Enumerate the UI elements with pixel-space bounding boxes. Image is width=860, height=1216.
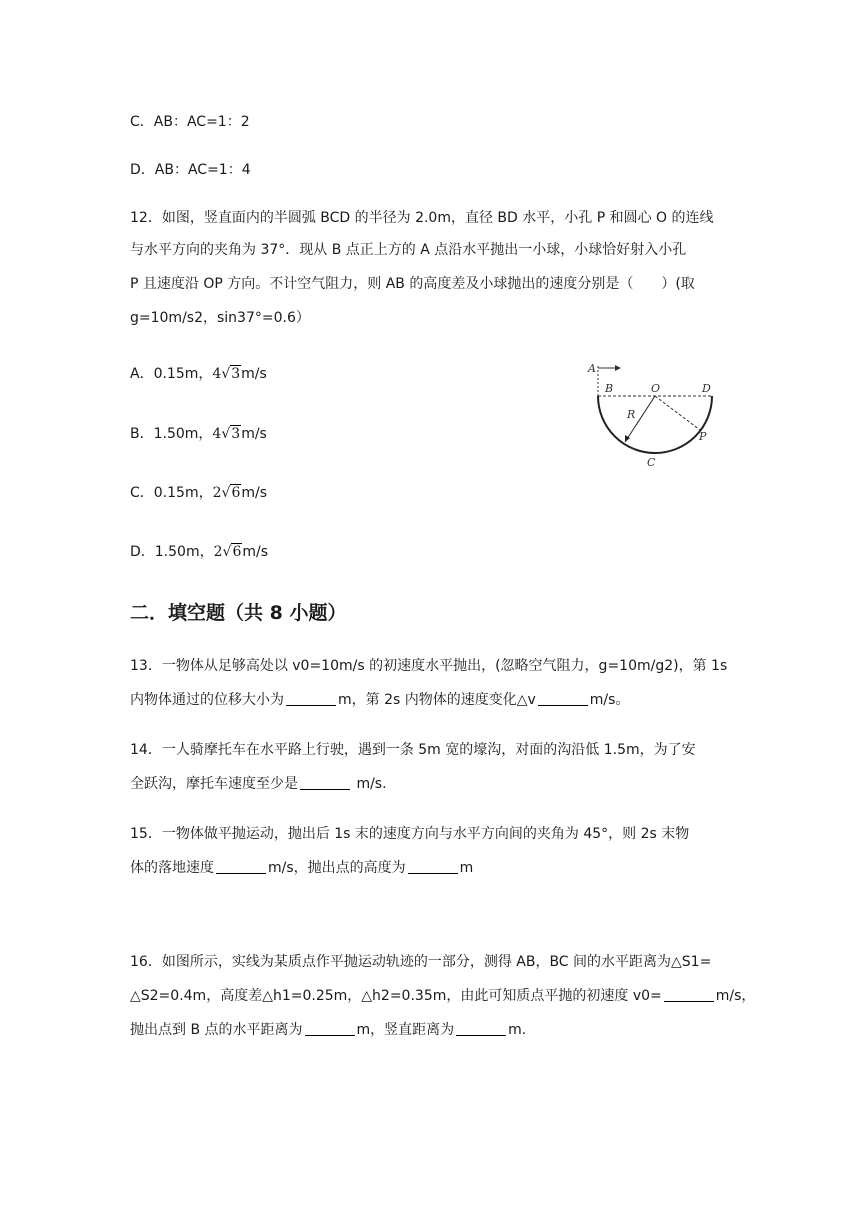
- answer-blank[interactable]: [286, 691, 336, 706]
- label-c: C: [647, 456, 656, 469]
- section-title: 二．填空题（共 8 小题）: [130, 602, 347, 624]
- label-r: R: [627, 408, 636, 421]
- radical-expression: 4√3: [212, 426, 241, 442]
- q14-text-line1: 14．一人骑摩托车在水平路上行驶，遇到一条 5m 宽的壕沟，对面的沟沿低 1.5m，为了安: [130, 742, 696, 758]
- answer-blank[interactable]: [456, 1021, 506, 1036]
- q12-option-d: D．1.50m，2√6m/s: [130, 544, 269, 560]
- q15-text-line2: 体的落地速度 m/s，抛出点的高度为 m: [130, 860, 474, 876]
- q13-text-line1: 13．一物体从足够高处以 v0=10m/s 的初速度水平抛出，(忽略空气阻力，g=10m/g2)，第 1s: [130, 658, 728, 674]
- answer-blank[interactable]: [664, 987, 714, 1002]
- answer-blank[interactable]: [305, 1021, 355, 1036]
- op-line: [655, 396, 700, 430]
- label-a: A: [588, 362, 596, 375]
- q16-text-line1: 16．如图所示，实线为某质点作平抛运动轨迹的一部分，测得 AB，BC 间的水平距离为△S1=: [130, 954, 712, 970]
- q12-text-line3: P 且速度沿 OP 方向。不计空气阻力，则 AB 的高度差及小球抛出的速度分别是（ ）(取: [130, 276, 695, 292]
- answer-blank[interactable]: [408, 859, 458, 874]
- answer-blank[interactable]: [216, 859, 266, 874]
- radical-expression: 4√3: [212, 366, 241, 382]
- label-d: D: [702, 382, 711, 395]
- q12-option-c: C．0.15m，2√6m/s: [130, 485, 268, 501]
- label-o: O: [651, 382, 661, 395]
- q11-option-d: D．AB：AC=1：4: [130, 162, 251, 178]
- q12-option-a: A．0.15m，4√3m/s: [130, 366, 267, 382]
- label-p: P: [699, 430, 707, 443]
- label-b: B: [605, 382, 614, 395]
- q11-option-c: C．AB：AC=1：2: [130, 114, 250, 130]
- q12-semicircle-figure: [585, 358, 745, 470]
- q16-text-line2: △S2=0.4m，高度差△h1=0.25m，△h2=0.35m，由此可知质点平抛的初速度 v0= m/s，: [130, 988, 756, 1004]
- radical-expression: 2√6: [213, 544, 242, 560]
- q13-text-line2: 内物体通过的位移大小为 m，第 2s 内物体的速度变化△v m/s。: [130, 692, 630, 708]
- answer-blank[interactable]: [538, 691, 588, 706]
- arc-bcd: [598, 396, 712, 453]
- q14-text-line2: 全跃沟，摩托车速度至少是 m/s.: [130, 776, 387, 792]
- arrow-head: [615, 365, 621, 371]
- answer-blank[interactable]: [300, 775, 350, 790]
- q12-text-line1: 12．如图，竖直面内的半圆弧 BCD 的半径为 2.0m，直径 BD 水平，小孔 P 和圆心 O 的连线: [130, 210, 714, 226]
- q12-text-line2: 与水平方向的夹角为 37°．现从 B 点正上方的 A 点沿水平抛出一小球，小球恰好射入小孔: [130, 242, 687, 258]
- radical-expression: 2√6: [212, 485, 241, 501]
- q12-text-line4: g=10m/s2，sin37°=0.6）: [130, 310, 310, 326]
- q15-text-line1: 15．一物体做平抛运动，抛出后 1s 末的速度方向与水平方向间的夹角为 45°，则 2s 末物: [130, 826, 690, 842]
- q16-text-line3: 抛出点到 B 点的水平距离为 m，竖直距离为 m.: [130, 1022, 527, 1038]
- q12-option-b: B．1.50m，4√3m/s: [130, 426, 267, 442]
